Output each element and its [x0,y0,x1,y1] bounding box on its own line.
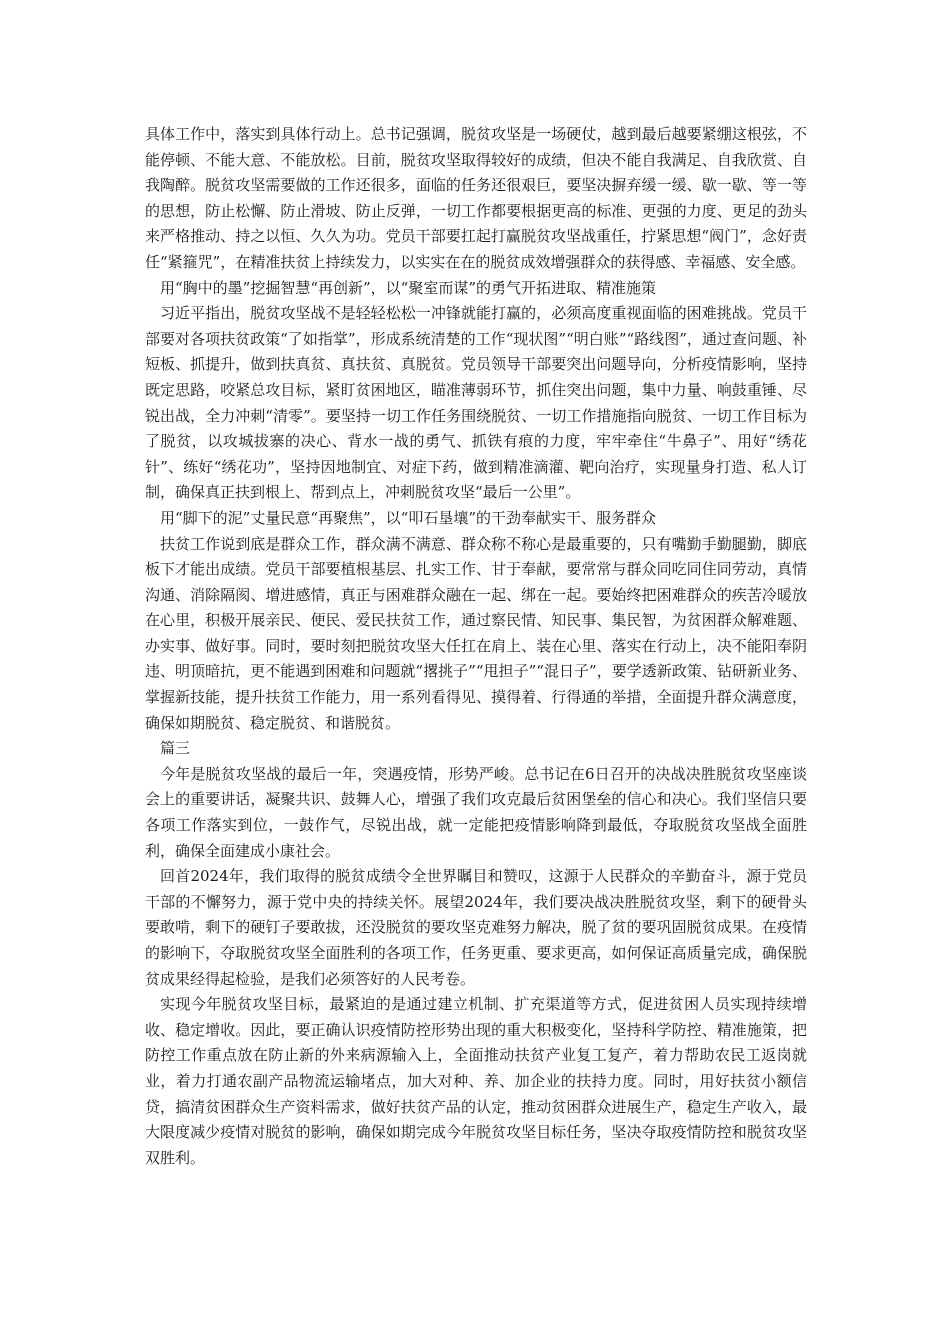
section-heading-2: 用“脚下的泥”丈量民意“再聚焦”，以“叩石垦壤”的干劲奉献实干、服务群众 [160,508,657,527]
section-heading-1: 用“胸中的墨”挖掘智慧“再创新”，以“聚室而谋”的勇气开拓进取、精准施策 [160,278,657,297]
paragraph: 扶贫工作说到底是群众工作，群众满不满意、群众称不称心是最重要的，只有嘴勤手勤腿勤，脚底板下才能出成绩。党员干部要植根基层、扎实工作、甘于奉献，要常常与群众同吃同住同劳动，真情沟通、消除隔阂、增进感情，真正与困难群众融在一起、绑在一起。要始终把困难群众的疾苦冷暖放在心里，积极开展亲民、便民、爱民扶贫工作，通过察民情、知民事、集民智，为贫困群众解难题、办实事、做好事。同时，要时刻把脱贫攻坚大任扛在肩上、装在心里、落实在行动上，决不能阳奉阴违、明顶暗抗，更不能遇到困难和问题就“撂挑子”“甩担子”“混日子”，要学透新政策、钻研新业务、掌握新技能，提升扶贫工作能力，用一系列看得见、摸得着、行得通的举措，全面提升群众满意度，确保如期脱贫、稳定脱贫、和谐脱贫。 [145,534,807,732]
paragraph: 回首2024年，我们取得的脱贫成绩令全世界瞩目和赞叹，这源于人民群众的辛勤奋斗，源于党员干部的不懈努力，源于党中央的持续关怀。展望2024年，我们要决战决胜脱贫攻坚，剩下的硬骨头要敢啃，剩下的硬钉子要敢拔，还没脱贫的要攻坚克难努力解决，脱了贫的要巩固脱贫成果。在疫情的影响下，夺取脱贫攻坚全面胜利的各项工作，任务更重、要求更高，如何保证高质量完成，确保脱贫成果经得起检验，是我们必须答好的人民考卷。 [145,867,807,988]
chapter-heading: 篇三 [160,739,191,758]
paragraph-continuation: 具体工作中，落实到具体行动上。总书记强调，脱贫攻坚是一场硬仗，越到最后越要紧绷这根弦，不能停顿、不能大意、不能放松。目前，脱贫攻坚取得较好的成绩，但决不能自我满足、自我欣赏、自我陶醉。脱贫攻坚需要做的工作还很多，面临的任务还很艰巨，要坚决摒弃缓一缓、歇一歇、等一等的思想，防止松懈、防止滑坡、防止反弹，一切工作都要根据更高的标准、更强的力度、更足的劲头来严格推动、持之以恒、久久为功。党员干部要扛起打赢脱贫攻坚战重任，拧紧思想“阀门”，念好责任“紧箍咒”，在精准扶贫上持续发力，以实实在在的脱贫成效增强群众的获得感、幸福感、安全感。 [145,125,807,271]
document-body [145,122,807,1171]
paragraph: 今年是脱贫攻坚战的最后一年，突遇疫情，形势严峻。总书记在6日召开的决战决胜脱贫攻坚座谈会上的重要讲话，凝聚共识、鼓舞人心，增强了我们攻克最后贫困堡垒的信心和决心。我们坚信只要各项工作落实到位，一鼓作气，尽锐出战，就一定能把疫情影响降到最低，夺取脱贫攻坚战全面胜利，确保全面建成小康社会。 [145,764,807,860]
paragraph: 习近平指出，脱贫攻坚战不是轻轻松松一冲锋就能打赢的，必须高度重视面临的困难挑战。党员干部要对各项扶贫政策“了如指掌”，形成系统清楚的工作“现状图”“明白账”“路线图”，通过查问题、补短板、抓提升，做到扶真贫、真扶贫、真脱贫。党员领导干部要突出问题导向，分析疫情影响，坚持既定思路，咬紧总攻目标，紧盯贫困地区，瞄准薄弱环节，抓住突出问题，集中力量、响鼓重锤、尽锐出战，全力冲刺“清零”。要坚持一切工作任务围绕脱贫、一切工作措施指向脱贫、一切工作目标为了脱贫，以攻城拔寨的决心、背水一战的勇气、抓铁有痕的力度，牢牢牵住“牛鼻子”、用好“绣花针”、练好“绣花功”，坚持因地制宜、对症下药，做到精准滴灌、靶向治疗，实现量身打造、私人订制，确保真正扶到根上、帮到点上，冲刺脱贫攻坚“最后一公里”。 [145,304,807,502]
paragraph: 实现今年脱贫攻坚目标，最紧迫的是通过建立机制、扩充渠道等方式，促进贫困人员实现持续增收、稳定增收。因此，要正确认识疫情防控形势出现的重大积极变化，坚持科学防控、精准施策，把防控工作重点放在防止新的外来病源输入上，全面推动扶贫产业复工复产，着力帮助农民工返岗就业，着力打通农副产品物流运输堵点，加大对种、养、加企业的扶持力度。同时，用好扶贫小额信贷，搞清贫困群众生产资料需求，做好扶贫产品的认定，推动贫困群众进展生产，稳定生产收入，最大限度减少疫情对脱贫的影响，确保如期完成今年脱贫攻坚目标任务，坚决夺取疫情防控和脱贫攻坚双胜利。 [145,995,807,1167]
